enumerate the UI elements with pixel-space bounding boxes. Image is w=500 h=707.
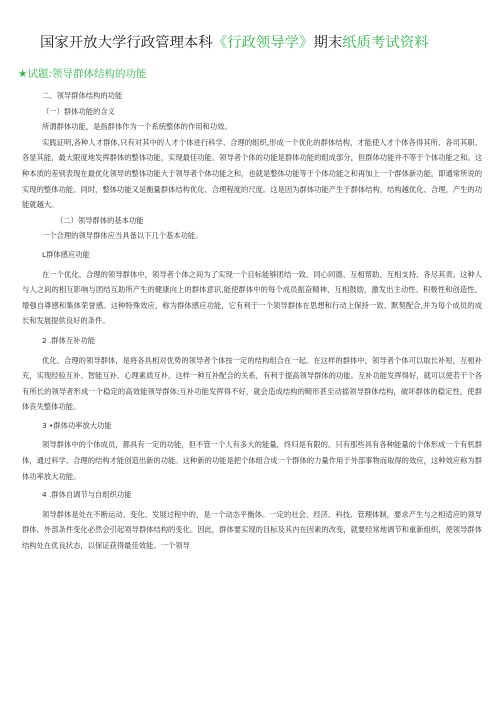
paragraph-function-1: 在一个优化、合理的领导群体中，领导者个体之间为了实现一个目标能够团结一致、同心同德、互相帮助、互相支持、各尽其责。这种人与人之间的相互影响与团结互助所产生的健康向上的群体意识,能使群体中的每个成员振奋精神，互相鼓励，激发出主动性、积极性和创造性，增强自尊感和集体荣誉感。这种特殊效应，称为群体感应功能，它有利于一个领导群体在思想和行动上保持一致、默契配合,并为每个成员的成长和发展提供良好的条件。 bbox=[22, 269, 482, 326]
paragraph-practice: 实践证明,各种人才群体,只有对其中的人才个体进行科学、合理的组织,形成一个优化的群体结构，才能使人才个体各得其所、各司其职、各显其能，最大限度地发挥群体的整体功能，实现最佳功能。领导者个体的功能是群体功能的组成部分，但群体功能并不等于个体功能之和。这种本质的差别表现在最优化领导的整体功能大于领导者个体功能之和，也就是整体功能等于个体功能之和再加上一个群体新功能，即通常所说的实现的整体功能。同时，整体功能又是衡量群体结构优化、合理程度的尺度。这是因为群体功能产生于群体结构，结构越优化、合理，产生的功能就越大。 bbox=[22, 137, 482, 210]
function-1-title: L群体感应功能 bbox=[42, 249, 90, 259]
paragraph-intro: 一个合理的领导群体应当具备以下几个基本功能。 bbox=[42, 231, 203, 241]
heading-basic-functions: （二）领导群体的基本功能 bbox=[56, 215, 144, 225]
function-2-title: 2 .群体互补功能 bbox=[42, 335, 96, 345]
paragraph-function-4: 领导群体是处在不断运动、变化、发展过程中的，是一个动态平衡体。一定的社会、经济、科技、管理体制，要求产生与之相适应的领导群体。外部条件变化必然会引起领导群体结构的变化。因此，群体要实现的目标及其内在因素的改变，就要经常地调节和重新组织，使领导群体结构处在优良状态，以保证获得最佳效能。一个领导 bbox=[22, 509, 482, 551]
document-body bbox=[22, 88, 482, 554]
heading-one: （一）群体功能的含义 bbox=[42, 106, 115, 116]
title-part-4: 纸质考试资料 bbox=[342, 35, 429, 51]
paragraph-definition: 所谓群体功能，是指群体作为一个系统整体的作用和功效。 bbox=[42, 122, 232, 132]
title-part-1: 国家开放大学行政管理本科 bbox=[40, 35, 213, 51]
heading-two: 二、领导群体结构的功能 bbox=[42, 91, 123, 100]
title-part-2: 《行政领导学》 bbox=[212, 35, 314, 51]
function-3-title: 3 •群体功率放大功能 bbox=[42, 420, 112, 430]
paragraph-function-3: 领导群体中的个体成员，都具有一定的功能，但不管一个人有多大的能量，终归是有限的。只有那些具有各种能量的个体形成一个有机群体，通过科学、合理的结构才能创造出新的功能。这种新的功能是把个体组合成一个群体的力量作用于外部事物而取得的效应，这种效应称为群体功率放大功能。 bbox=[22, 440, 482, 481]
section-heading: ★试题:领导群体结构的功能 bbox=[18, 68, 147, 80]
document-title bbox=[40, 33, 470, 53]
title-part-3: 期末 bbox=[313, 35, 343, 51]
paragraph-function-2: 优化、合理的领导群体，是将各具相对优势的领导者个体按一定的结构组合在一起。在这样的群体中，领导者个体可以取长补短，互相补充，实现经验互补、智能互补、心理素质互补。这样一种互补配合的关系，有利于提高领导群体的功能。互补功能发挥得好，就可以使若干个各有所长的领导者形成一个稳定的高效能领导群体;互补功能发挥得不好，就会造成结构的畸形甚至动摇领导群体结构，破坏群体的稳定性，使群体丧失整体功能。 bbox=[22, 355, 482, 412]
function-4-title: 4 .群体自调节与自组织功能 bbox=[42, 490, 132, 500]
